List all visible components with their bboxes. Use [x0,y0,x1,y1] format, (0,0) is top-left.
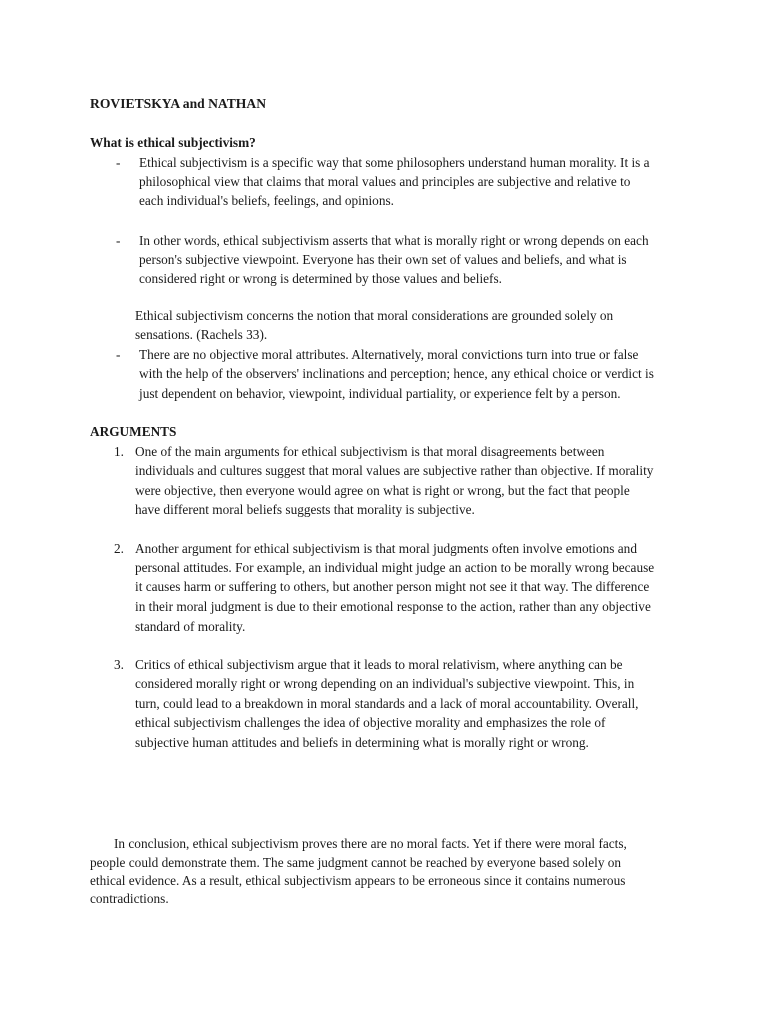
argument-1-line: were objective, then everyone would agree on what is right or wrong, but the fact that people [135,483,630,498]
list-number: 2. [114,541,124,556]
list-number: 3. [114,657,124,672]
bullet-marker: - [116,233,121,248]
argument-2-line: in their moral judgment is due to their emotional response to the action, rather than any objective [135,599,651,614]
argument-3-line: subjective human attitudes and beliefs in determining what is morally right or wrong. [135,735,589,750]
bullet-3-line: with the help of the observers' inclinations and perception; hence, any ethical choice or verdict is [139,366,654,381]
conclusion-line: In conclusion, ethical subjectivism proves there are no moral facts. Yet if there were moral facts, [114,836,627,851]
argument-3-line: ethical subjectivism challenges the idea of objective morality and emphasizes the role of [135,715,606,730]
rachels-paragraph-line: Ethical subjectivism concerns the notion that moral considerations are grounded solely on [135,308,614,323]
argument-1-line: individuals and cultures suggest that moral values are subjective rather than objective. If morality [135,463,654,478]
rachels-paragraph-line: sensations. (Rachels 33). [135,327,268,342]
bullet-2-line: In other words, ethical subjectivism asserts that what is morally right or wrong depends on each [139,233,649,248]
argument-2-line: Another argument for ethical subjectivism is that moral judgments often involve emotions and [135,541,637,556]
list-number: 1. [114,444,124,459]
argument-2-line: personal attitudes. For example, an individual might judge an action to be morally wrong because [135,560,655,575]
bullet-3-line: just dependent on behavior, viewpoint, individual partiality, or experience felt by a person. [139,386,621,401]
argument-2-line: standard of morality. [135,619,246,634]
bullet-2-line: person's subjective viewpoint. Everyone has their own set of values and beliefs, and what is [139,252,627,267]
argument-1-line: One of the main arguments for ethical subjectivism is that moral disagreements between [135,444,605,459]
bullet-marker: - [116,155,121,170]
section-heading-what-is: What is ethical subjectivism? [90,135,256,150]
bullet-1-line: each individual's beliefs, feelings, and opinions. [139,193,394,208]
conclusion-line: people could demonstrate them. The same judgment cannot be reached by everyone based solely on [90,855,622,870]
document-title: ROVIETSKYA and NATHAN [90,96,267,111]
argument-2-line: it causes harm or suffering to others, but another person might not see it that way. The difference [135,579,650,594]
argument-3-line: considered morally right or wrong depending on an individual's subjective viewpoint. This, in [135,676,635,691]
conclusion-line: contradictions. [90,891,169,906]
bullet-marker: - [116,347,121,362]
bullet-2-line: considered right or wrong is determined by those values and beliefs. [139,271,502,286]
bullet-1-line: Ethical subjectivism is a specific way that some philosophers understand human morality. It is a [139,155,650,170]
argument-1-line: have different moral beliefs suggests that morality is subjective. [135,502,475,517]
argument-3-line: turn, could lead to a breakdown in moral standards and a lack of moral accountability. Overall, [135,696,639,711]
argument-3-line: Critics of ethical subjectivism argue that it leads to moral relativism, where anything can be [135,657,623,672]
bullet-3-line: There are no objective moral attributes. Alternatively, moral convictions turn into true or false [139,347,639,362]
section-heading-arguments: ARGUMENTS [90,424,177,439]
conclusion-line: ethical evidence. As a result, ethical subjectivism appears to be erroneous since it contains numerous [90,873,626,888]
bullet-1-line: philosophical view that claims that moral values and principles are subjective and relative to [139,174,631,189]
